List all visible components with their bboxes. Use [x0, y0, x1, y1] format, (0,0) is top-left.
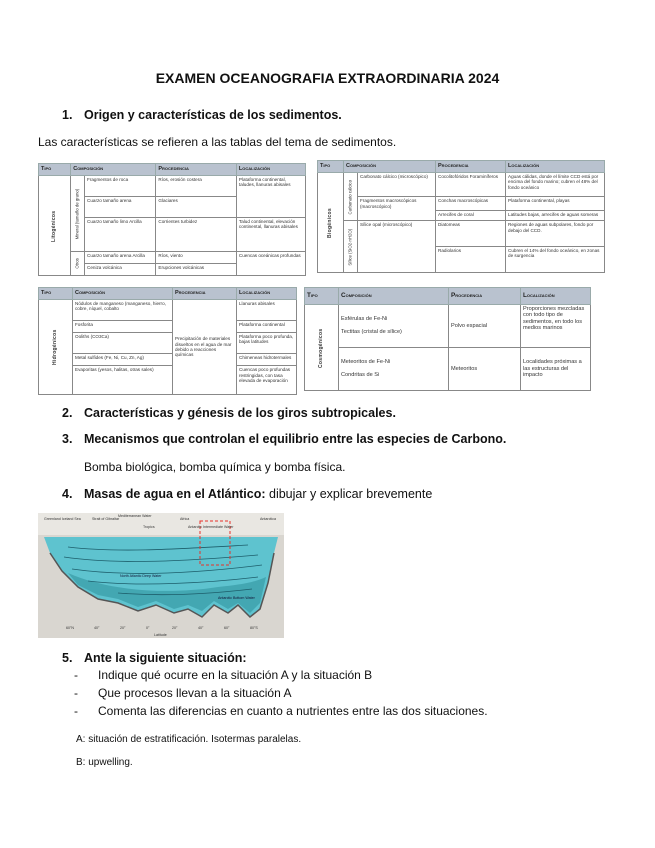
- header-localizacion: Localización: [521, 288, 591, 305]
- comp-cell: [339, 305, 449, 348]
- table-header-row: [318, 161, 605, 173]
- header-tipo: Tipo: [39, 164, 71, 176]
- question-5: [62, 651, 247, 665]
- comp-cell: Cuarzo tamaño limo Arcilla: [85, 217, 156, 251]
- header-localizacion: Localización: [236, 164, 305, 176]
- loc-cell: Proporciones mezcladas con todo tipo de sedimentos, en todo los medios marinos: [521, 305, 591, 348]
- comp-cell: Cuarzo tamaño arena: [85, 196, 156, 217]
- bullet-text: Indique qué ocurre en la situación A y la situación B: [98, 668, 373, 682]
- loc-cell: Plataforma continental, taludes, llanuras abisales: [236, 176, 305, 218]
- loc-cell: Talud continental, elevación continental, llanuras abisales: [236, 217, 305, 251]
- tipo-cell: Cosmogénicos: [305, 305, 339, 391]
- question-3: [62, 432, 506, 446]
- list-item: [74, 686, 488, 704]
- situation-b: B: upwelling.: [76, 757, 133, 768]
- comp-cell: Evaporitas (yesos, halitas, otras sales): [73, 366, 173, 395]
- question-number: 3.: [62, 432, 73, 446]
- label-mediterranean: Mediterranean Water: [118, 514, 152, 518]
- lat-tick: 20°: [172, 626, 178, 630]
- loc-cell: Latitudes bajas, arrecifes de aguas someras: [506, 210, 605, 221]
- table-row: [39, 252, 306, 264]
- table-header-row: [39, 288, 297, 300]
- header-procedencia: Procedencia: [449, 288, 521, 305]
- label-nadw: North Atlantic Deep Water: [120, 574, 162, 578]
- group-cell: Otros: [71, 252, 85, 276]
- table-row: [318, 173, 605, 197]
- proc-cell: Precipitación de materiales disueltos en el agua de mar debido a reacciones químicas: [173, 300, 237, 395]
- group-cell: Mineral (tamaño de grano): [71, 176, 85, 252]
- question-number: 5.: [62, 651, 73, 665]
- question-number: 4.: [62, 487, 73, 501]
- proc-cell: Radiolarios: [436, 247, 506, 273]
- tipo-cell: Biogénicos: [318, 173, 344, 273]
- lat-tick: 20°: [120, 626, 126, 630]
- table-row: [39, 320, 297, 333]
- question-title: Mecanismos que controlan el equilibrio entre las especies de Carbono.: [84, 432, 507, 446]
- table-litogenicos: [38, 163, 306, 276]
- q3-answer: Bomba biológica, bomba química y bomba física.: [84, 460, 346, 474]
- dash-icon: -: [74, 704, 78, 718]
- proc-cell: Corrientes turbidez: [156, 217, 237, 251]
- table-row: [39, 176, 306, 197]
- table-row: [39, 333, 297, 354]
- comp-line: Esférulas de Fe-Ni: [341, 315, 388, 322]
- loc-cell: Cubren el 14% del fondo oceánico, en zonas de surgencia: [506, 247, 605, 273]
- axis-label: Latitude: [154, 633, 167, 637]
- comp-cell: Fragmentos macroscópicos (macroscópico): [358, 197, 436, 221]
- label-gibraltar: Strait of Gibraltar: [92, 517, 120, 521]
- lat-tick: 80°S: [250, 626, 258, 630]
- table-cosmogenicos: [304, 287, 591, 391]
- loc-cell: Cuencas oceánicas profundas: [236, 252, 305, 276]
- question-title: Masas de agua en el Atlántico:: [84, 487, 266, 501]
- question-4: [62, 487, 432, 501]
- loc-cell: Localidades próximas a las estructuras del impacto: [521, 348, 591, 391]
- loc-cell: Plataforma continental, playas: [506, 197, 605, 210]
- group-cell: Carbonato cálcico: [344, 173, 358, 221]
- proc-cell: Polvo espacial: [449, 305, 521, 348]
- comp-cell: Ceniza volcánica: [85, 264, 156, 276]
- proc-cell: Meteoritos: [449, 348, 521, 391]
- table-row: [39, 353, 297, 366]
- proc-cell: Erupciones volcánicas: [156, 264, 237, 276]
- bullet-text: Comenta las diferencias en cuanto a nutrientes entre las dos situaciones.: [98, 704, 488, 718]
- header-tipo: Tipo: [318, 161, 344, 173]
- header-composicion: Composición: [73, 288, 173, 300]
- proc-cell: Glaciares: [156, 196, 237, 217]
- header-localizacion: Localización: [237, 288, 297, 300]
- label-aaiw: Antarctic Intermediate Water: [188, 525, 234, 529]
- bullet-text: Que procesos llevan a la situación A: [98, 686, 292, 700]
- q1-note: Las características se refieren a las tablas del tema de sedimentos.: [38, 135, 397, 149]
- header-procedencia: Procedencia: [173, 288, 237, 300]
- loc-cell: Regiones de aguas subpolares, fondo por debajo del CCD.: [506, 221, 605, 247]
- comp-line: Meteoritos de Fe-Ni: [341, 358, 391, 365]
- dash-icon: -: [74, 668, 78, 682]
- loc-cell: Plataforma continental: [237, 320, 297, 333]
- loc-cell: Cuencas poco profundas restringidas, con tasa elevada de evaporación: [237, 366, 297, 395]
- table-row: [318, 221, 605, 247]
- proc-cell: Arrecifes de coral: [436, 210, 506, 221]
- table-row: [318, 197, 605, 210]
- tipo-cell: Hidrogénicos: [39, 300, 73, 395]
- lat-tick: 40°: [198, 626, 204, 630]
- list-item: [74, 704, 488, 722]
- comp-line: Tectitas (cristal de sílice): [341, 329, 402, 335]
- table-biogenicos: [317, 160, 605, 273]
- header-procedencia: Procedencia: [156, 164, 237, 176]
- tipo-cell: Litogénicos: [39, 176, 71, 276]
- table-header-row: [39, 164, 306, 176]
- label-aabw: Antarctic Bottom Water: [218, 596, 255, 600]
- header-tipo: Tipo: [39, 288, 73, 300]
- proc-cell: Ríos, erosión costera: [156, 176, 237, 197]
- comp-cell: Ooliths (CO3Ca): [73, 333, 173, 354]
- question-rest: dibujar y explicar brevemente: [265, 487, 433, 501]
- comp-cell: Nódulos de manganeso (manganeso, hierro, cobre, níquel, cobalto: [73, 300, 173, 321]
- table-row: [39, 300, 297, 321]
- question-title: Origen y características de los sedimentos.: [84, 108, 342, 122]
- comp-cell: Cuarzo tamaño arena Arcilla: [85, 252, 156, 264]
- lat-tick: 60°N: [66, 626, 75, 630]
- loc-cell: Plataforma poco profunda, bajas latitudes: [237, 333, 297, 354]
- dash-icon: -: [74, 686, 78, 700]
- question-number: 1.: [62, 108, 73, 122]
- group-cell: Sílice (SiO2·nH2O): [344, 221, 358, 273]
- label-africa: Africa: [180, 517, 190, 521]
- loc-cell: Llanuras abisales: [237, 300, 297, 321]
- comp-cell: Fragmentos de roca: [85, 176, 156, 197]
- comp-cell: Metal sulfides (Fe, Ni, Cu, Zn, Ag): [73, 353, 173, 366]
- lat-tick: 40°: [94, 626, 100, 630]
- header-composicion: Composición: [339, 288, 449, 305]
- header-composicion: Composición: [71, 164, 156, 176]
- proc-cell: Ríos, viento: [156, 252, 237, 264]
- header-tipo: Tipo: [305, 288, 339, 305]
- q5-bullet-list: [74, 668, 488, 722]
- lat-tick: 0°: [146, 626, 150, 630]
- loc-cell: Aguas cálidas, donde el límite CCD está por encima del fondo marino; cubren el 48% del fondo oceánico: [506, 173, 605, 197]
- comp-cell: [339, 348, 449, 391]
- comp-cell: Carbonato cálcico (microscópico): [358, 173, 436, 197]
- comp-line: Condritas de Si: [341, 372, 380, 378]
- question-title: Ante la siguiente situación:: [84, 651, 247, 665]
- lat-tick: 60°: [224, 626, 230, 630]
- proc-cell: Cocolitofóridos Foraminíferos: [436, 173, 506, 197]
- label-tropics: Tropics: [143, 525, 155, 529]
- list-item: [74, 668, 488, 686]
- comp-cell: Fosforita: [73, 320, 173, 333]
- loc-cell: Chimeneas hidrotermales: [237, 353, 297, 366]
- atlantic-water-masses-diagram: [38, 513, 284, 638]
- header-procedencia: Procedencia: [436, 161, 506, 173]
- question-1: [62, 108, 342, 122]
- table-header-row: [305, 288, 591, 305]
- situation-a: A: situación de estratificación. Isotermas paralelas.: [76, 734, 302, 745]
- exam-title: EXAMEN OCEANOGRAFIA EXTRAORDINARIA 2024: [155, 70, 500, 86]
- question-2: [62, 406, 396, 420]
- header-localizacion: Localización: [506, 161, 605, 173]
- table-row: [39, 366, 297, 395]
- table-row: [305, 305, 591, 348]
- comp-cell: Sílice opal (microscópico): [358, 221, 436, 273]
- table-row: [305, 348, 591, 391]
- header-composicion: Composición: [344, 161, 436, 173]
- question-title: Características y génesis de los giros subtropicales.: [84, 406, 396, 420]
- question-number: 2.: [62, 406, 73, 420]
- proc-cell: Conchas macroscópicas: [436, 197, 506, 210]
- label-antarctica: Antarctica: [260, 517, 276, 521]
- table-hidrogenicos: [38, 287, 297, 395]
- label-greenland: Greenland Iceland Sea: [44, 517, 81, 521]
- proc-cell: Diatomeas: [436, 221, 506, 247]
